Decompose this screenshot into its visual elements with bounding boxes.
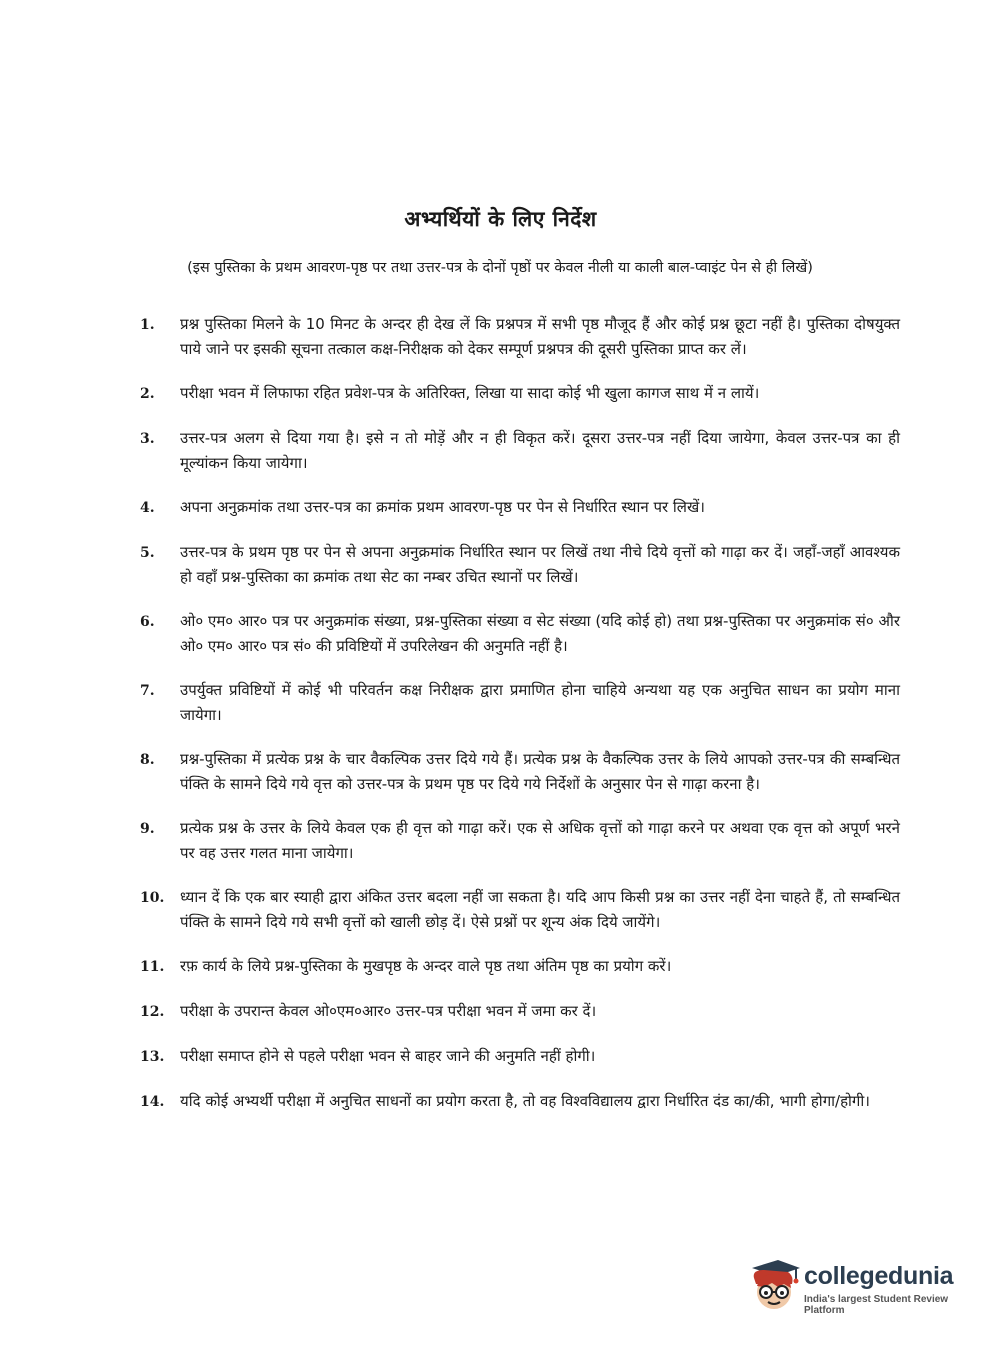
instruction-number: 2.: [140, 386, 155, 402]
instruction-text: ध्यान दें कि एक बार स्याही द्वारा अंकित उत्तर बदला नहीं जा सकता है। यदि आप किसी प्रश्न का उत्तर नहीं देना चाहते हैं, तो सम्बन्धित पंक्ति के सामने दिये गये सभी वृत्तों को खाली छोड़ दें। ऐसे प्रश्नों पर शून्य अंक दिये जायेंगे।: [180, 888, 900, 931]
instruction-text: यदि कोई अभ्यर्थी परीक्षा में अनुचित साधनों का प्रयोग करता है, तो वह विश्वविद्यालय द्वारा निर्धारित दंड का/की, भागी होगा/होगी।: [180, 1092, 870, 1110]
instruction-number: 6.: [140, 614, 155, 630]
brand-tagline: India's largest Student Review Platform: [804, 1294, 949, 1316]
instruction-item: [140, 1089, 900, 1115]
instruction-number: 9.: [140, 821, 155, 837]
instruction-text: परीक्षा के उपरान्त केवल ओ०एम०आर० उत्तर-पत्र परीक्षा भवन में जमा कर दें।: [180, 1002, 597, 1020]
instruction-number: 7.: [140, 683, 155, 699]
instruction-item: [140, 999, 900, 1025]
instruction-text: उत्तर-पत्र अलग से दिया गया है। इसे न तो मोड़ें और न ही विकृत करें। दूसरा उत्तर-पत्र नहीं दिया जायेगा, केवल उत्तर-पत्र का ही मूल्यांकन किया जायेगा।: [180, 429, 900, 472]
instruction-item: [140, 381, 900, 407]
instruction-text: परीक्षा समाप्त होने से पहले परीक्षा भवन से बाहर जाने की अनुमति नहीं होगी।: [180, 1047, 596, 1065]
instruction-item: [140, 1044, 900, 1070]
page-subtitle: (इस पुस्तिका के प्रथम आवरण-पृष्ठ पर तथा उत्तर-पत्र के दोनों पृष्ठों पर केवल नीली या काली बाल-प्वाइंट पेन से ही लिखें): [187, 260, 813, 276]
brand-name: collegedunia: [804, 1262, 954, 1290]
instruction-number: 14.: [140, 1094, 165, 1110]
instruction-item: [140, 816, 900, 866]
instruction-item: [140, 609, 900, 659]
instruction-number: 1.: [140, 317, 155, 333]
instruction-text: परीक्षा भवन में लिफाफा रहित प्रवेश-पत्र के अतिरिक्त, लिखा या सादा कोई भी खुला कागज साथ में न लायें।: [180, 384, 760, 402]
instruction-text: उपर्युक्त प्रविष्टियों में कोई भी परिवर्तन कक्ष निरीक्षक द्वारा प्रमाणित होना चाहिये अन्यथा यह एक अनुचित साधन का प्रयोग माना जायेगा।: [180, 681, 900, 724]
instruction-item: [140, 747, 900, 797]
instruction-item: [140, 540, 900, 590]
instruction-text: रफ़ कार्य के लिये प्रश्न-पुस्तिका के मुखपृष्ठ के अन्दर वाले पृष्ठ तथा अंतिम पृष्ठ का प्रयोग करें।: [180, 957, 672, 975]
instruction-number: 11.: [140, 959, 165, 975]
student-mascot-icon: [744, 1254, 802, 1316]
instruction-number: 10.: [140, 890, 165, 906]
collegedunia-watermark: [744, 1254, 974, 1316]
instruction-item: [140, 426, 900, 476]
instruction-item: [140, 678, 900, 728]
instruction-number: 4.: [140, 500, 155, 516]
instruction-text: उत्तर-पत्र के प्रथम पृष्ठ पर पेन से अपना अनुक्रमांक निर्धारित स्थान पर लिखें तथा नीचे दिये वृत्तों को गाढ़ा कर दें। जहाँ-जहाँ आवश्यक हो वहाँ प्रश्न-पुस्तिका का क्रमांक तथा सेट का नम्बर उचित स्थानों पर लिखें।: [180, 543, 900, 586]
page-title: अभ्यर्थियों के लिए निर्देश: [404, 207, 597, 231]
instruction-item: [140, 954, 900, 980]
instruction-text: प्रश्न पुस्तिका मिलने के 10 मिनट के अन्दर ही देख लें कि प्रश्नपत्र में सभी पृष्ठ मौजूद हैं और कोई प्रश्न छूटा नहीं है। पुस्तिका दोषयुक्त पाये जाने पर इसकी सूचना तत्काल कक्ष-निरीक्षक को देकर सम्पूर्ण प्रश्नपत्र की दूसरी पुस्तिका प्राप्त कर लें।: [180, 315, 900, 358]
instruction-list: [140, 312, 900, 1134]
instruction-item: [140, 312, 900, 362]
instruction-number: 3.: [140, 431, 155, 447]
instruction-number: 13.: [140, 1049, 165, 1065]
instruction-item: [140, 495, 900, 521]
instruction-item: [140, 885, 900, 935]
instruction-text: प्रश्न-पुस्तिका में प्रत्येक प्रश्न के चार वैकल्पिक उत्तर दिये गये हैं। प्रत्येक प्रश्न के वैकल्पिक उत्तर के लिये आपको उत्तर-पत्र की सम्बन्धित पंक्ति के सामने दिये गये वृत्त को उत्तर-पत्र के प्रथम पृष्ठ पर दिये गये निर्देशों के अनुसार पेन से गाढ़ा करना है।: [180, 750, 900, 793]
instruction-text: अपना अनुक्रमांक तथा उत्तर-पत्र का क्रमांक प्रथम आवरण-पृष्ठ पर पेन से निर्धारित स्थान पर लिखें।: [180, 498, 705, 516]
instruction-number: 12.: [140, 1004, 165, 1020]
instruction-text: ओ० एम० आर० पत्र पर अनुक्रमांक संख्या, प्रश्न-पुस्तिका संख्या व सेट संख्या (यदि कोई हो) तथा प्रश्न-पुस्तिका पर अनुक्रमांक सं० और ओ० एम० आर० पत्र सं० की प्रविष्टियों में उपरिलेखन की अनुमति नहीं है।: [180, 612, 900, 655]
instruction-number: 5.: [140, 545, 155, 561]
instruction-text: प्रत्येक प्रश्न के उत्तर के लिये केवल एक ही वृत्त को गाढ़ा करें। एक से अधिक वृत्तों को गाढ़ा करने पर अथवा एक वृत्त को अपूर्ण भरने पर वह उत्तर गलत माना जायेगा।: [180, 819, 900, 862]
instruction-number: 8.: [140, 752, 155, 768]
